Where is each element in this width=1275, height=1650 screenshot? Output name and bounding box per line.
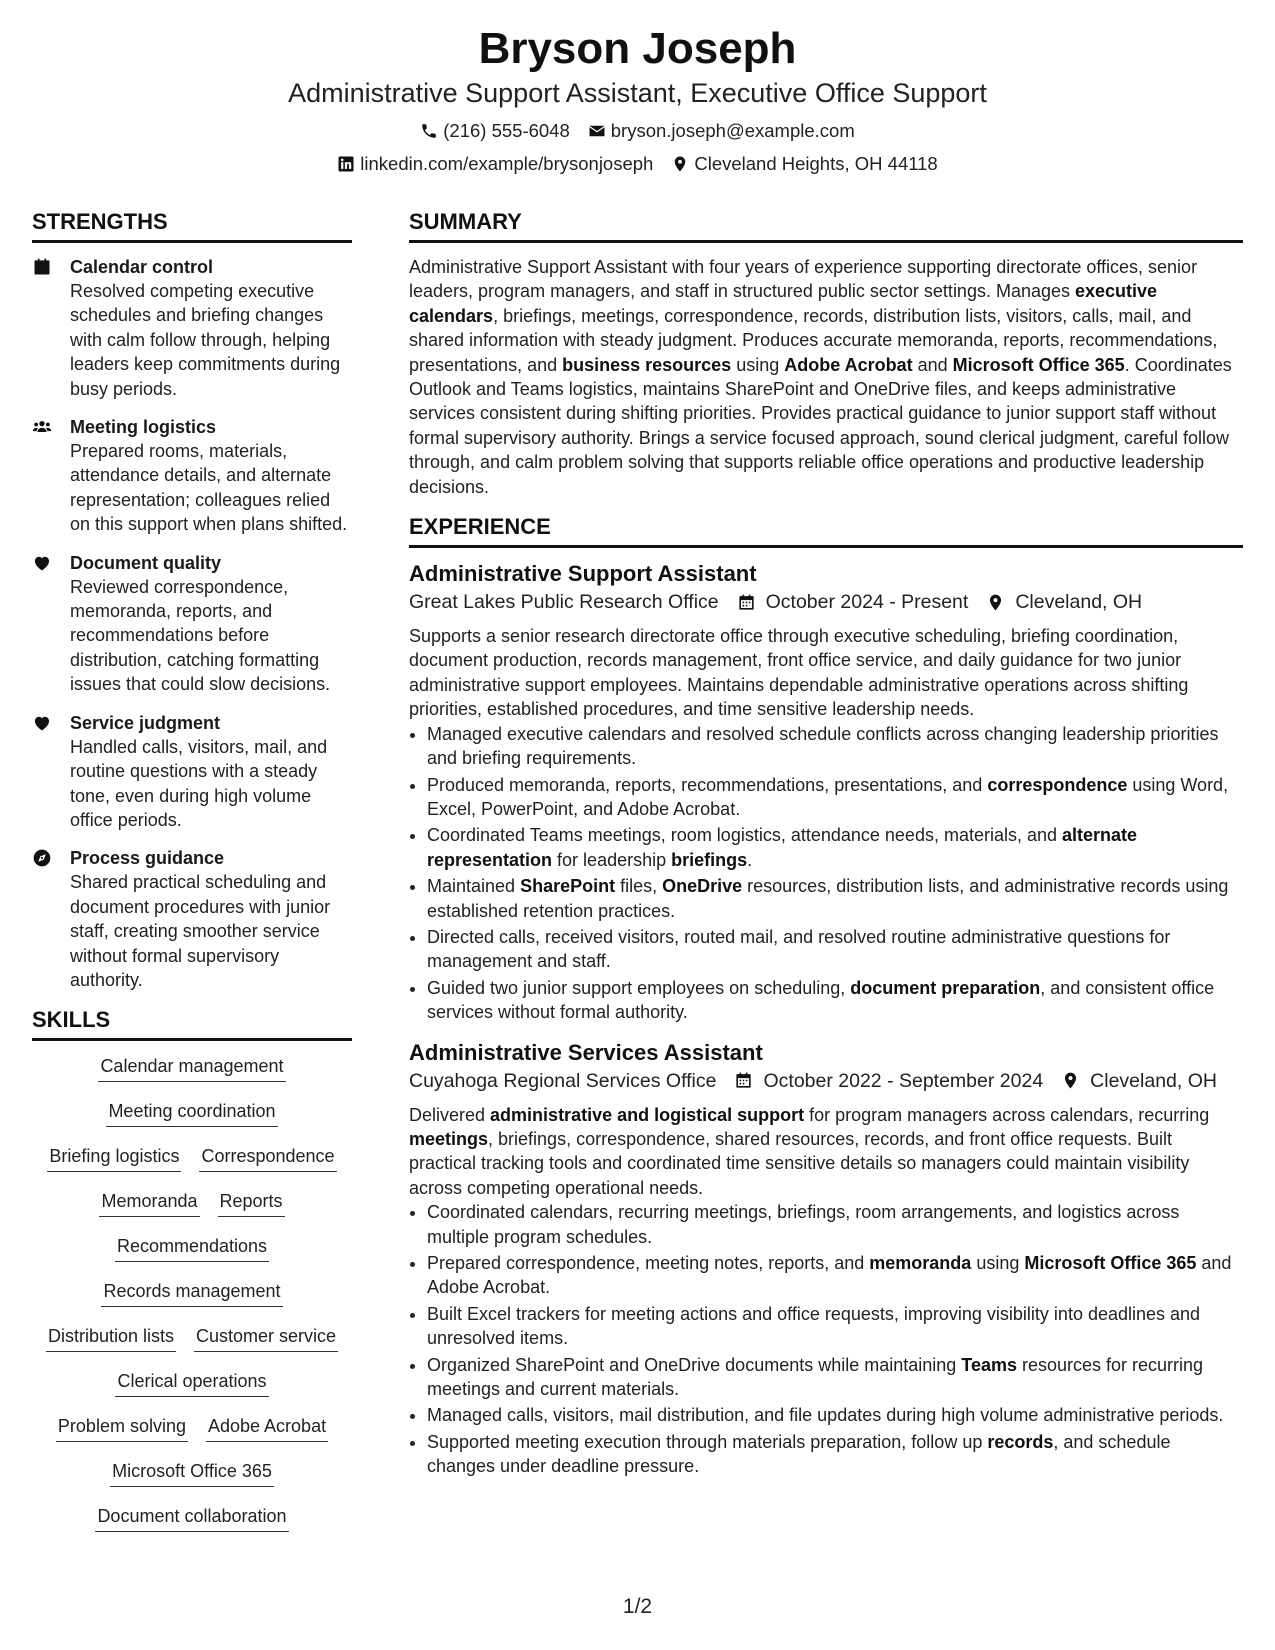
calendar-outline-icon bbox=[734, 1071, 753, 1090]
job-entry bbox=[409, 1039, 1243, 1479]
strength-description: Handled calls, visitors, mail, and routine questions with a steady tone, even during high volume office periods. bbox=[70, 736, 328, 830]
job-bullet: • Guided two junior support employees on scheduling, document preparation, and consistent office services without formal authority. bbox=[427, 976, 1243, 1025]
job-title: Administrative Services Assistant bbox=[409, 1039, 763, 1065]
strength-description: Shared practical scheduling and document procedures with junior staff, creating smoother service without formal supervisory authority. bbox=[70, 872, 331, 990]
skills-heading: SKILLS bbox=[32, 1006, 352, 1041]
calendar-outline-icon bbox=[737, 593, 756, 612]
map-pin-icon bbox=[986, 593, 1005, 612]
skill-tag: Clerical operations bbox=[115, 1368, 268, 1397]
skill-tag: Records management bbox=[101, 1278, 282, 1307]
job-bullet: • Supported meeting execution through materials preparation, follow up records, and schedule changes under deadline pressure. bbox=[427, 1430, 1243, 1479]
skill-tag: Briefing logistics bbox=[47, 1143, 181, 1172]
skill-tag: Customer service bbox=[194, 1323, 338, 1352]
job-description: Supports a senior research directorate office through executive scheduling, briefing coordination, document production, records management, front office service, and daily guidance for two junior administrative support employees. Maintains dependable administrative operations across shifting priorities, established procedures, and time sensitive leadership needs. bbox=[409, 626, 1189, 720]
strength-description: Resolved competing executive schedules and briefing changes with calm follow through, helping leaders keep commitments during busy periods. bbox=[70, 281, 341, 399]
resume-header bbox=[0, 0, 1275, 176]
strength-item bbox=[32, 255, 352, 401]
job-title: Administrative Support Assistant bbox=[409, 561, 757, 587]
job-entry bbox=[409, 560, 1243, 1025]
skill-tag: Recommendations bbox=[115, 1233, 269, 1262]
linkedin-icon bbox=[337, 155, 355, 173]
job-bullet: • Directed calls, received visitors, routed mail, and resolved routine administrative questions for management and staff. bbox=[427, 925, 1243, 974]
skill-tag: Problem solving bbox=[56, 1413, 188, 1442]
calendar-icon bbox=[32, 257, 52, 277]
company-name: Great Lakes Public Research Office bbox=[409, 591, 719, 614]
job-location: Cleveland, OH bbox=[1090, 1069, 1217, 1092]
strength-title: Calendar control bbox=[70, 257, 214, 277]
experience-heading: EXPERIENCE bbox=[409, 513, 1243, 548]
skill-tag: Correspondence bbox=[199, 1143, 336, 1172]
email-text[interactable]: bryson.joseph@example.com bbox=[610, 120, 855, 141]
job-bullet: • Prepared correspondence, meeting notes, reports, and memoranda using Microsoft Office 365 and Adobe Acrobat. bbox=[427, 1251, 1243, 1300]
summary-text: Administrative Support Assistant with four years of experience supporting directorate offices, senior leaders, program managers, and staff in structured public sector settings. Manages executive calendars, briefings, meetings, correspondence, records, distribution lists, visitors, calls, mail, and shared information with steady judgment. Produces accurate memoranda, reports, recommendations, presentations, and business resources using Adobe Acrobat and Microsoft Office 365. Coordinates Outlook and Teams logistics, maintains SharePoint and OneDrive files, and keeps administrative services consistent during shifting priorities. Provides practical guidance to junior support staff without formal supervisory authority. Brings a service focused approach, sound clerical judgment, careful follow through, and calm problem solving that supports reliable office operations and productive leadership decisions. bbox=[409, 257, 1232, 497]
job-bullet: • Produced memoranda, reports, recommendations, presentations, and correspondence using Word, Excel, PowerPoint, and Adobe Acrobat. bbox=[427, 773, 1243, 822]
skill-tag: Reports bbox=[218, 1188, 285, 1217]
job-bullet: • Managed calls, visitors, mail distribution, and file updates during high volume administrative periods. bbox=[427, 1403, 1243, 1427]
job-meta bbox=[409, 1067, 1243, 1095]
strength-title: Meeting logistics bbox=[70, 417, 217, 438]
location-text: Cleveland Heights, OH 44118 bbox=[694, 153, 938, 174]
map-pin-icon bbox=[1061, 1071, 1080, 1090]
users-icon bbox=[32, 417, 52, 437]
job-bullets bbox=[409, 722, 1243, 1025]
strength-description: Reviewed correspondence, memoranda, reports, and recommendations before distribution, catching formatting issues that could slow decisions. bbox=[70, 576, 331, 695]
job-dates: October 2024 - Present bbox=[765, 591, 969, 614]
contact-row-1 bbox=[0, 119, 1275, 143]
envelope-icon bbox=[588, 122, 606, 140]
location-contact bbox=[671, 152, 937, 176]
linkedin-contact[interactable] bbox=[337, 152, 653, 176]
email-contact[interactable] bbox=[588, 119, 855, 143]
skills-list bbox=[32, 1053, 352, 1548]
skill-tag: Calendar management bbox=[98, 1053, 285, 1082]
job-bullets bbox=[409, 1200, 1243, 1478]
job-bullet: • Coordinated Teams meetings, room logistics, attendance needs, materials, and alternate representation for leadership briefings. bbox=[427, 823, 1243, 872]
skill-tag: Document collaboration bbox=[95, 1503, 288, 1532]
skill-tag: Meeting coordination bbox=[106, 1098, 277, 1127]
strength-item bbox=[32, 846, 352, 992]
heart-icon bbox=[32, 713, 52, 733]
contact-row-2 bbox=[0, 152, 1275, 176]
candidate-title: Administrative Support Assistant, Executive Office Support bbox=[288, 78, 987, 108]
map-pin-icon bbox=[671, 155, 689, 173]
strength-description: Prepared rooms, materials, attendance details, and alternate representation; colleagues relied on this support when plans shifted. bbox=[70, 441, 348, 535]
job-location: Cleveland, OH bbox=[1015, 591, 1143, 614]
skill-tag: Microsoft Office 365 bbox=[110, 1458, 274, 1487]
candidate-name: Bryson Joseph bbox=[478, 24, 797, 73]
heart-icon bbox=[32, 553, 52, 573]
skill-tag: Adobe Acrobat bbox=[206, 1413, 328, 1442]
summary-heading: SUMMARY bbox=[409, 208, 1243, 243]
left-column bbox=[32, 208, 352, 1548]
strengths-heading: STRENGTHS bbox=[32, 208, 352, 243]
right-column bbox=[409, 208, 1243, 1493]
job-bullet: • Managed executive calendars and resolved schedule conflicts across changing leadership priorities and briefing requirements. bbox=[427, 722, 1243, 771]
strength-item bbox=[32, 415, 352, 537]
job-description: Delivered administrative and logistical support for program managers across calendars, recurring meetings, briefings, correspondence, shared resources, records, and front office requests. Built practical tracking tools and coordinated time sensitive details so managers could maintain visibility across competing operational needs. bbox=[409, 1104, 1210, 1198]
strength-item bbox=[32, 711, 352, 833]
company-name: Cuyahoga Regional Services Office bbox=[409, 1069, 717, 1092]
compass-icon bbox=[32, 848, 52, 868]
linkedin-text[interactable]: linkedin.com/example/brysonjoseph bbox=[360, 153, 654, 174]
job-bullet: • Coordinated calendars, recurring meetings, briefings, room arrangements, and logistics across multiple program schedules. bbox=[427, 1200, 1243, 1249]
job-dates: October 2022 - September 2024 bbox=[763, 1069, 1044, 1092]
page-number: 1/2 bbox=[622, 1595, 653, 1618]
strength-title: Document quality bbox=[70, 552, 222, 573]
skill-tag: Memoranda bbox=[99, 1188, 199, 1217]
job-bullet: • Maintained SharePoint files, OneDrive resources, distribution lists, and administrative records using established retention practices. bbox=[427, 874, 1243, 923]
job-meta bbox=[409, 588, 1243, 616]
strength-title: Service judgment bbox=[70, 712, 221, 733]
strength-item bbox=[32, 551, 352, 697]
phone-text: (216) 555-6048 bbox=[443, 120, 570, 141]
phone-contact bbox=[420, 119, 570, 143]
job-bullet: • Organized SharePoint and OneDrive documents while maintaining Teams resources for recurring meetings and current materials. bbox=[427, 1353, 1243, 1402]
skill-tag: Distribution lists bbox=[46, 1323, 176, 1352]
strength-title: Process guidance bbox=[70, 848, 225, 869]
phone-icon bbox=[420, 122, 438, 140]
job-bullet: • Built Excel trackers for meeting actions and office requests, improving visibility into deadlines and unresolved items. bbox=[427, 1302, 1243, 1351]
